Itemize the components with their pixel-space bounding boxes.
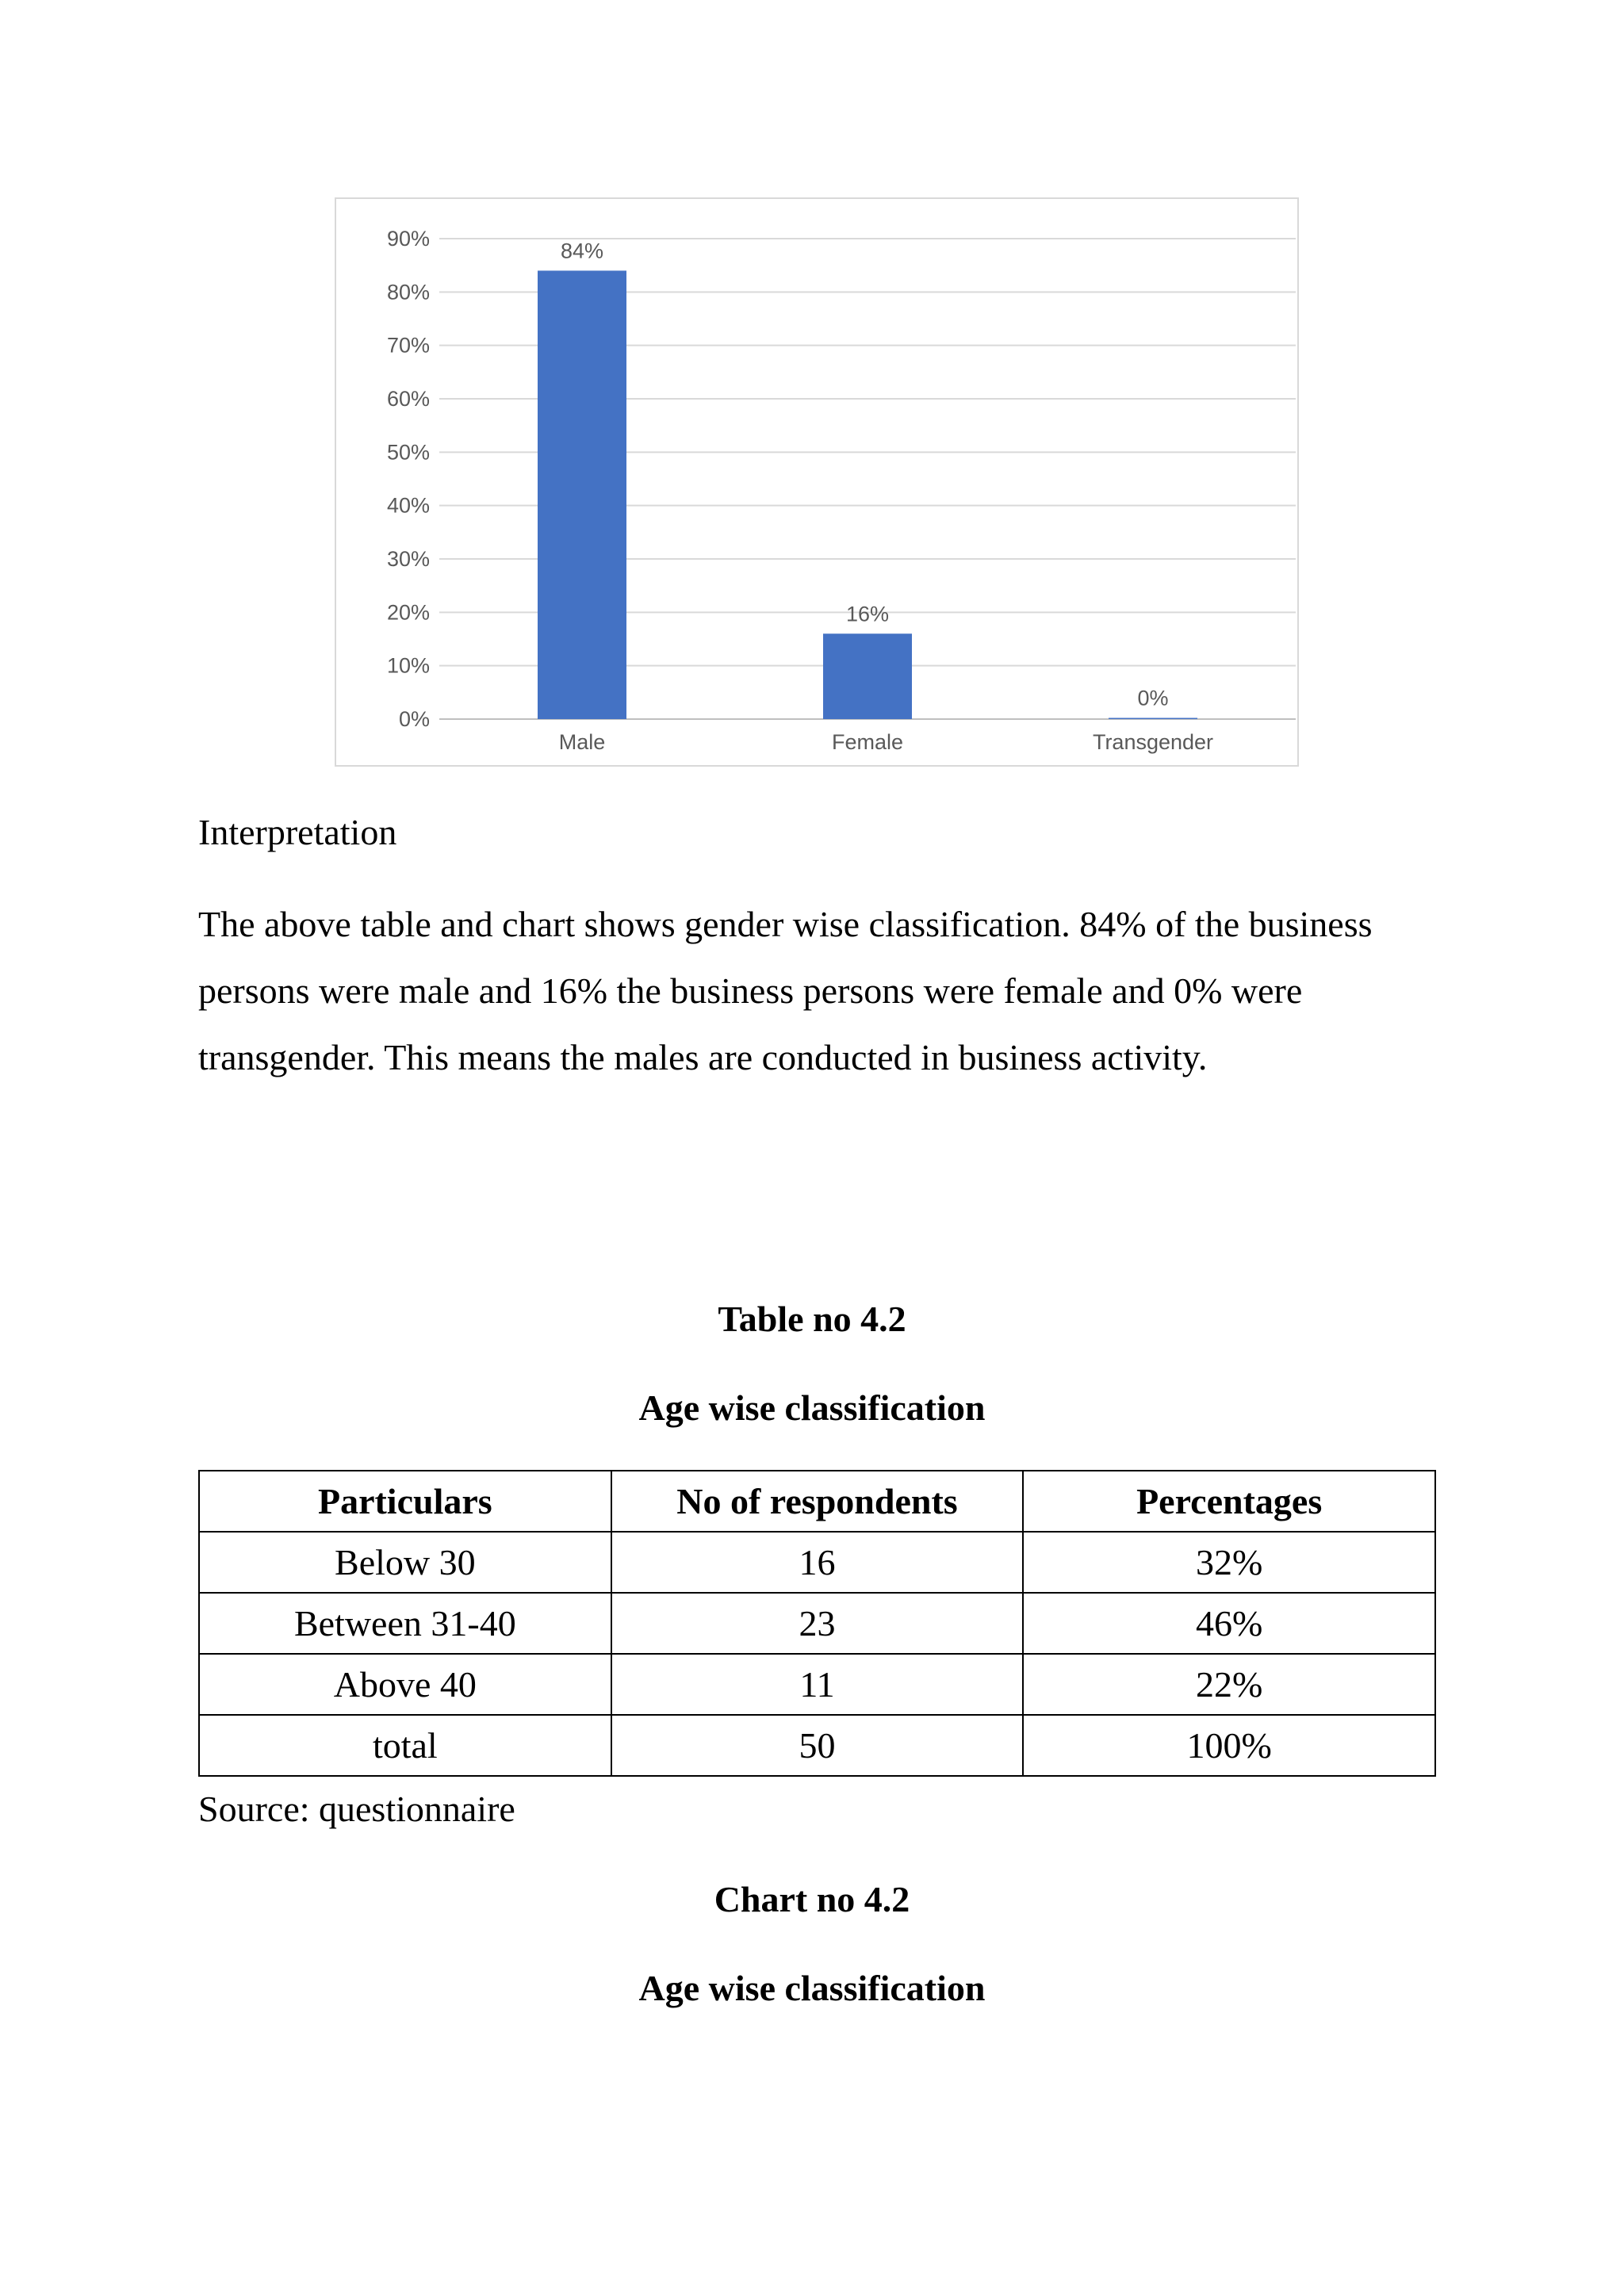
- cell-percentage: 46%: [1023, 1593, 1435, 1654]
- y-tick-label: 20%: [386, 600, 430, 625]
- table-header-row: [199, 1471, 1435, 1532]
- cell-particulars: Between 31-40: [199, 1593, 611, 1654]
- y-tick-label: 60%: [386, 387, 430, 411]
- y-tick-label: 40%: [386, 493, 430, 518]
- y-tick-label: 30%: [386, 547, 430, 571]
- chart-title: Chart no 4.2: [714, 1879, 910, 1919]
- table-title: Table no 4.2: [718, 1299, 906, 1339]
- cell-percentage: 100%: [1023, 1715, 1435, 1776]
- bar: [823, 633, 912, 719]
- cell-respondents: 11: [611, 1654, 1024, 1715]
- cell-particulars: total: [199, 1715, 611, 1776]
- data-label: 16%: [845, 602, 890, 626]
- chart-subtitle: Age wise classification: [638, 1968, 986, 2008]
- gender-bar-chart: [335, 197, 1299, 767]
- cell-respondents: 23: [611, 1593, 1024, 1654]
- age-classification-table: [198, 1470, 1436, 1777]
- y-tick-label: 80%: [386, 280, 430, 304]
- y-tick-label: 0%: [398, 707, 430, 731]
- interpretation-line: transgender. This means the males are conducted in business activity.: [198, 1037, 1208, 1077]
- table-row: [199, 1654, 1435, 1715]
- data-label: 0%: [1137, 686, 1169, 710]
- bar: [538, 270, 626, 719]
- x-tick-label: Female: [831, 730, 904, 754]
- gender-chart-svg: [336, 199, 1297, 765]
- interpretation-line: persons were male and 16% the business persons were female and 0% were: [198, 970, 1303, 1011]
- interpretation-heading: Interpretation: [198, 812, 397, 852]
- bar: [1109, 718, 1197, 720]
- interpretation-line: The above table and chart shows gender wise classification. 84% of the business: [198, 904, 1373, 944]
- cell-percentage: 32%: [1023, 1532, 1435, 1593]
- data-label: 84%: [560, 239, 604, 263]
- y-tick-label: 70%: [386, 333, 430, 358]
- x-tick-label: Transgender: [1092, 730, 1214, 754]
- table-source-note: Source: questionnaire: [198, 1789, 515, 1829]
- y-tick-label: 50%: [386, 440, 430, 465]
- cell-percentage: 22%: [1023, 1654, 1435, 1715]
- x-tick-label: Male: [558, 730, 606, 754]
- table-row: [199, 1532, 1435, 1593]
- cell-respondents: 50: [611, 1715, 1024, 1776]
- interpretation-paragraph: [198, 891, 1451, 1091]
- cell-respondents: 16: [611, 1532, 1024, 1593]
- cell-particulars: Above 40: [199, 1654, 611, 1715]
- header-respondents: No of respondents: [611, 1471, 1024, 1532]
- y-tick-label: 90%: [386, 227, 430, 251]
- header-percentages: Percentages: [1023, 1471, 1435, 1532]
- table-row: [199, 1593, 1435, 1654]
- table-row: [199, 1715, 1435, 1776]
- header-particulars: Particulars: [199, 1471, 611, 1532]
- table-subtitle: Age wise classification: [638, 1387, 986, 1428]
- cell-particulars: Below 30: [199, 1532, 611, 1593]
- y-tick-label: 10%: [386, 653, 430, 678]
